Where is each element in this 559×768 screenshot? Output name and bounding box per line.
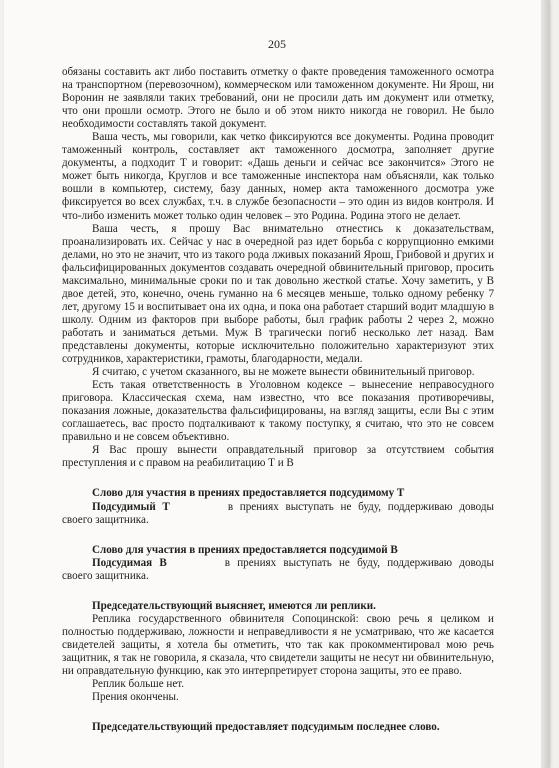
defendant-1-heading-text: Слово для участия в прениях предоставляется подсудимому Т	[92, 487, 405, 500]
defendant-2-heading	[62, 544, 494, 557]
defendant-2-speaker: Подсудимая В	[92, 556, 167, 569]
replies-heading-text: Председательствующий выясняет, имеются ли реплики.	[92, 599, 376, 612]
final-word-heading-text: Председательствующий предоставляет подсудимым последнее слово.	[92, 721, 440, 734]
defendant-1-heading	[62, 487, 494, 500]
defendant-2-text: в прениях выступать не буду, поддерживаю доводы своего защитника.	[62, 556, 494, 582]
paragraph-6: Я Вас прошу вынести оправдательный приговор за отсутствием события преступления и с правом на реабилитацию Т и В	[62, 444, 494, 470]
defendant-2-statement	[62, 557, 494, 583]
document-body	[62, 66, 494, 734]
replies-heading	[62, 600, 494, 613]
defendant-2-heading-text: Слово для участия в прениях предоставляется подсудимой В	[92, 543, 398, 556]
defendant-1-statement	[62, 501, 494, 527]
debate-ended: Прения окончены.	[92, 691, 179, 704]
paragraph-4: Я считаю, с учетом сказанного, вы не можете вынести обвинительный приговор.	[92, 366, 475, 379]
paragraph-3: Ваша честь, я прошу Вас внимательно отнестись к доказательствам, проанализировать их. Сейчас у нас в очередной раз идет борьба с коррупционно емкими делами, но это не значит, что из такого рода лживых показаний Ярош, Грибовой и других и фальсифицированных документов создавать очередной обвинительный приговор, просить максимально, минимальные сроки по и так довольно жесткой статье. Хочу заметить, у В двое детей, это, конечно, очень гуманно на 6 месяцев меньше, только одному ребенку 7 лет, другому 15 и воспитывает она их одна, и пока она работает старший водит младшую в школу. Одним из факторов при выборе работы, был график работы 2 через 2, можно работать и заниматься детьми. Муж В трагически погиб несколько лет назад. Вам представлены документы, которые исключительно положительно характеризуют этих сотрудников, характеристики, грамоты, благодарности, медали.	[62, 222, 494, 366]
final-word-heading	[62, 721, 494, 734]
prosecutor-reply: Реплика государственного обвинителя Сопоцинской: свою речь я целиком и полностью поддерживаю, ложности и неправедливости я не усматриваю, что же касается свидетелей защиты, я хотела бы отметить, что так как прокомментировал мою речь защитник, я так не говорила, я сказала, что свидетели защиты не несут ни обвинительную, ни оправдательную функцию, как это интерпретирует сторона защиты, это ее право.	[62, 612, 494, 677]
paragraph-2: Ваша честь, мы говорили, как четко фиксируются все документы. Родина проводит таможенный контроль, составляет акт таможенного досмотра, заполняет другие документы, а подходит Т и говорит: «Дашь деньги и сейчас все закончится» Этого не может быть никогда, Круглов и все таможенные инспектора нам объясняли, как только вошли в компьютер, систему, базу данных, номер акта таможенного досмотра уже фиксируется во всех службах, т.ч. в службе безопасности – это один из видов контроля. И что-либо изменить может только один человек – это Родина. Родина этого не делает.	[62, 131, 494, 222]
defendant-1-speaker: Подсудимый Т	[92, 500, 170, 513]
paragraph-5: Есть такая ответственность в Уголовном кодексе – вынесение неправосудного приговора. Классическая схема, нам известно, что все показания противоречивы, показания ложные, доказательства фальсифицированы, на взгляд защиты, если Вы с этим соглашаетесь, вас просто подталкивают к такому поступку, я считаю, что это не совсем правильно и не совсем объективно.	[62, 379, 494, 444]
no-more-replies: Реплик больше нет.	[92, 678, 185, 691]
paragraph-1: обязаны составить акт либо поставить отметку о факте проведения таможенного осмотра на транспортном (перевозочном), коммерческом или таможенном документе. Ни Ярош, ни Воронин не заявляли таких требований, они не просили дать им документ или отметку, что они прошли осмотр. Этого не было и об этом никто никогда не говорил. Не было необходимости составлять такой документ.	[62, 66, 494, 131]
page-number: 205	[268, 37, 286, 51]
defendant-1-text: в прениях выступать не буду, поддерживаю доводы своего защитника.	[62, 500, 494, 526]
page-edge-shadow	[541, 0, 550, 768]
